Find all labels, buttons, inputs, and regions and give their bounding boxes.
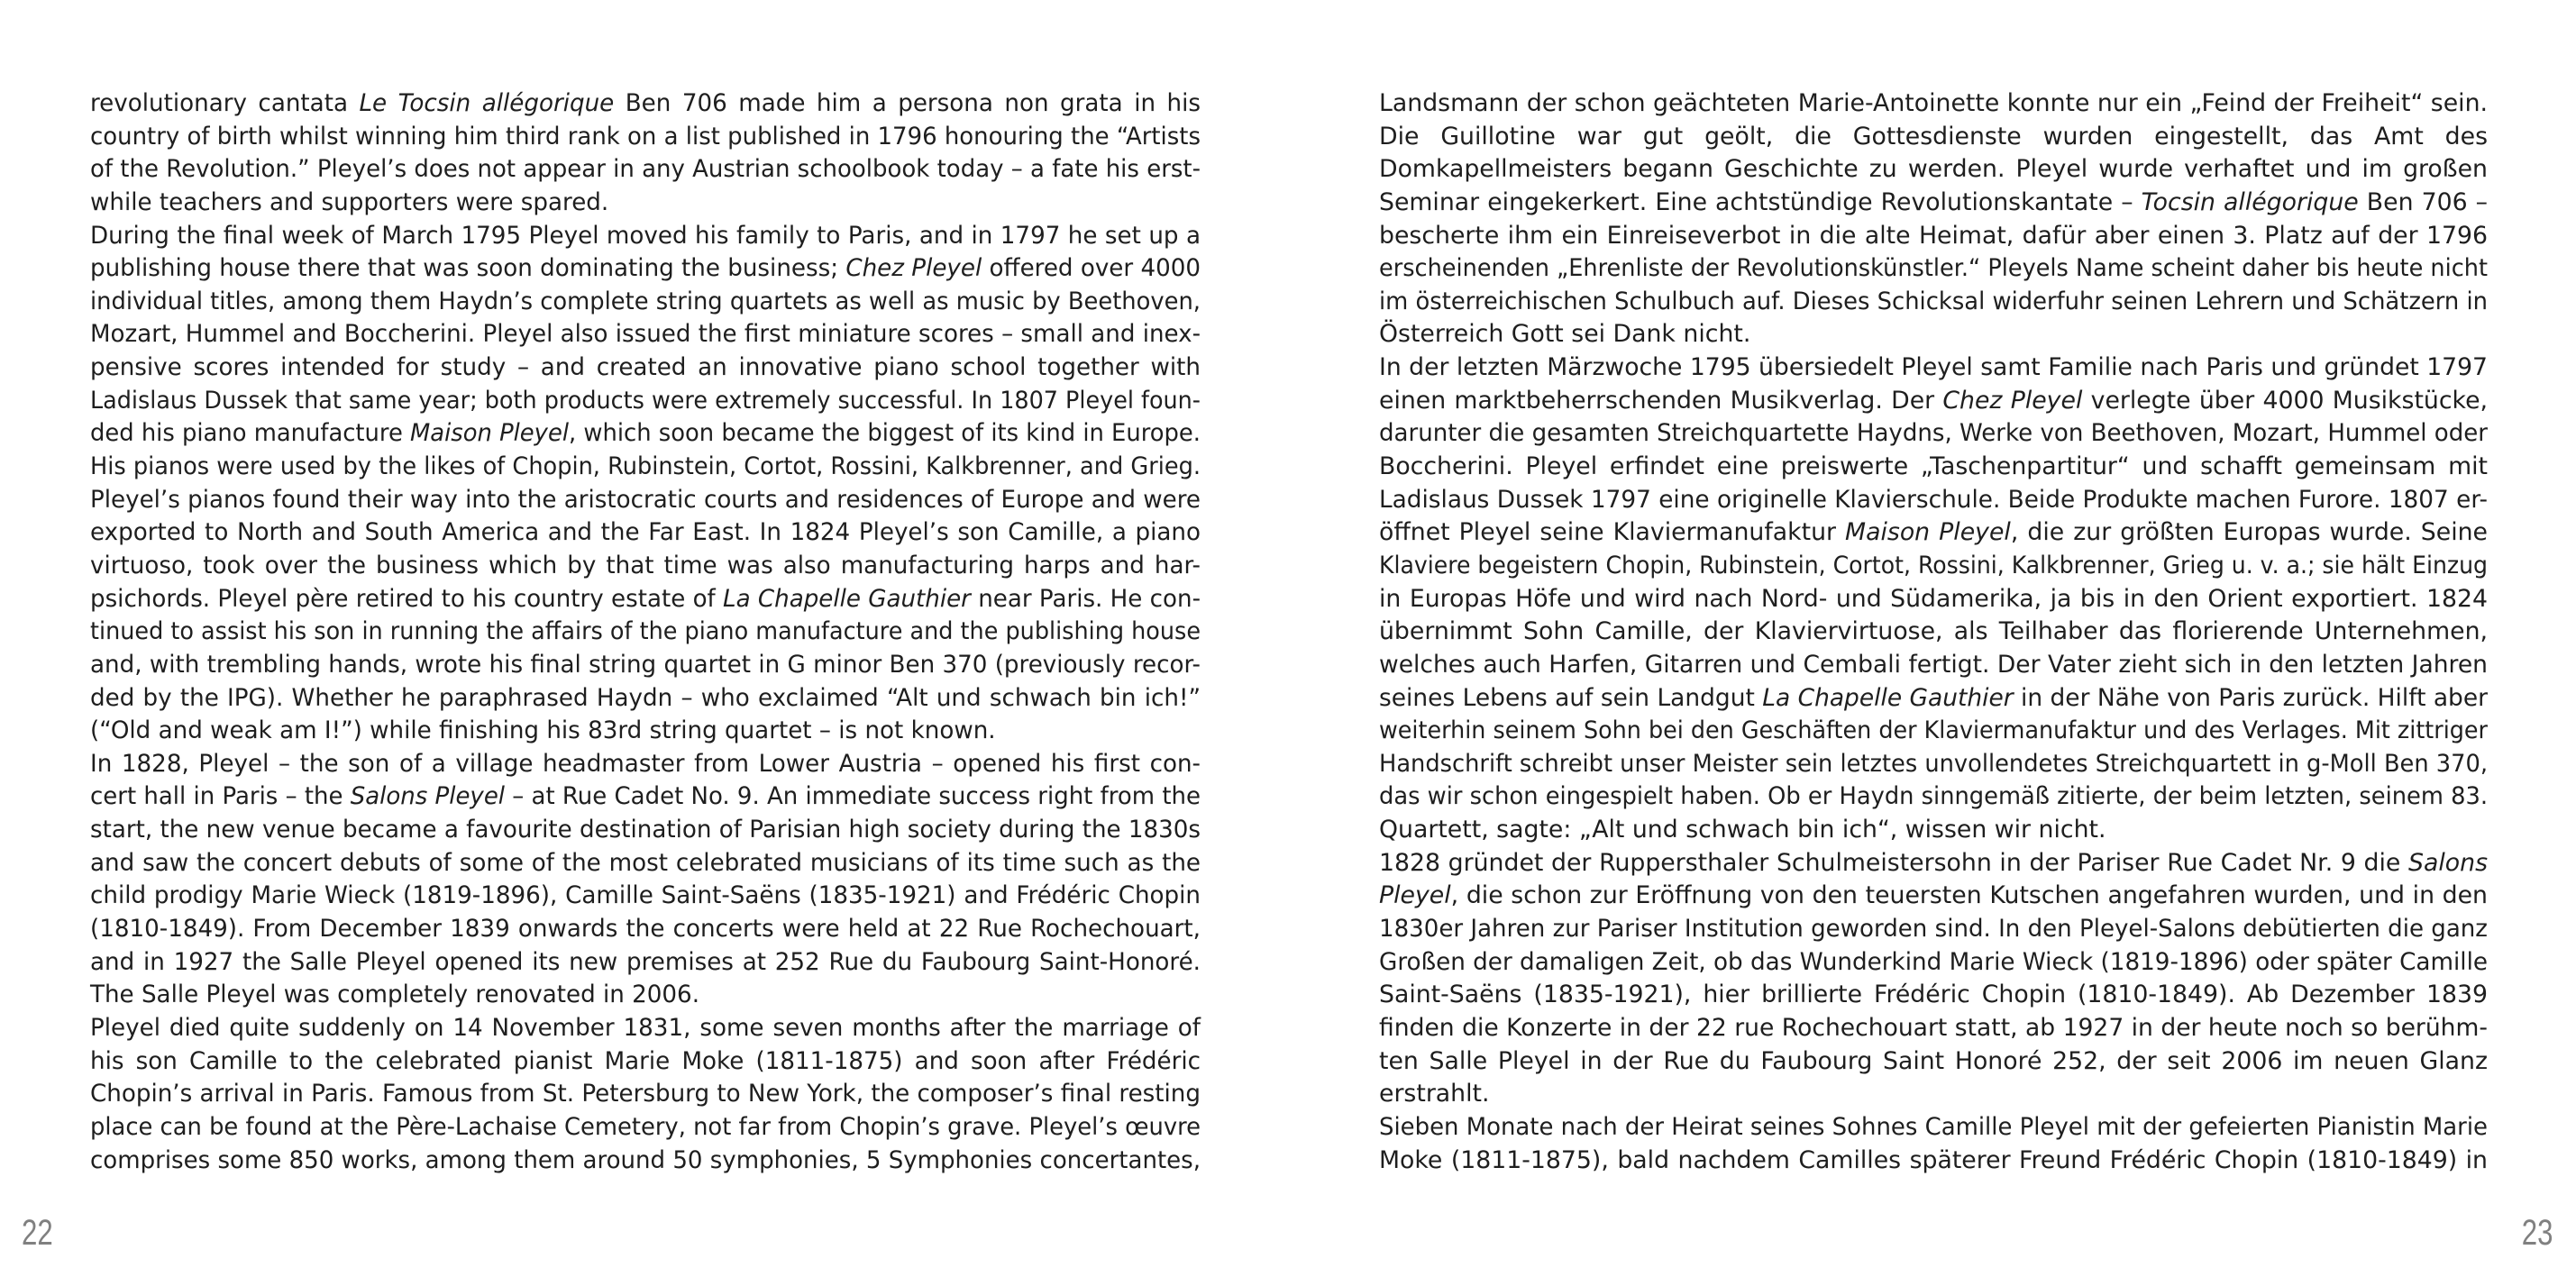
- line-content: [90, 252, 1201, 286]
- text-line: [90, 417, 1201, 451]
- line-content: [90, 417, 1201, 451]
- italic-title-text: Maison Pleyel: [410, 419, 569, 448]
- body-text: erstrahlt.: [1379, 1080, 1490, 1108]
- body-text: übernimmt Sohn Camille, der Klaviervirtuose, als Teilhaber das florierende Unternehmen,: [1379, 617, 2488, 646]
- text-line: [1379, 220, 2488, 253]
- text-line: [1379, 153, 2488, 187]
- italic-title-text: Tocsin allégorique: [2141, 187, 2359, 216]
- line-content: [1379, 252, 2488, 286]
- line-content: [1379, 715, 2488, 748]
- body-text: pensive scores intended for study – and created an innovative piano school together with: [90, 353, 1201, 382]
- body-text: The Salle Pleyel was completely renovated in 2006.: [90, 981, 700, 1009]
- text-line: [90, 1111, 1201, 1145]
- body-text: darunter die gesamten Streichquartette Haydns, Werke von Beethoven, Mozart, Hummel oder: [1379, 419, 2488, 448]
- text-line: [1379, 351, 2488, 385]
- text-line: [90, 451, 1201, 484]
- line-content: [90, 583, 1201, 616]
- text-line: [1379, 121, 2488, 154]
- line-content: [1379, 286, 2488, 319]
- italic-title-text: La Chapelle Gauthier: [723, 584, 971, 613]
- line-content: [90, 1045, 1201, 1079]
- line-content: [1379, 1111, 2488, 1145]
- text-line: [90, 847, 1201, 880]
- line-content: [90, 1012, 1201, 1045]
- body-text: and, with trembling hands, wrote his final string quartet in G minor Ben 370 (previously recor-: [90, 650, 1201, 679]
- line-content: [1379, 417, 2488, 451]
- body-text: publishing house there that was soon dominating the business;: [90, 254, 846, 283]
- body-text: tinued to assist his son in running the affairs of the piano manufacture and the publishing house: [90, 617, 1201, 646]
- text-line: [90, 286, 1201, 319]
- body-text: Pleyel’s pianos found their way into the aristocratic courts and residences of Europe and were: [90, 485, 1201, 514]
- text-line: [90, 649, 1201, 682]
- text-line: [90, 550, 1201, 583]
- body-text: place can be found at the Père-Lachaise Cemetery, not far from Chopin’s grave. Pleyel’s œuvre: [90, 1112, 1201, 1141]
- italic-title-text: Pleyel: [1379, 881, 1451, 910]
- body-text: child prodigy Marie Wieck (1819-1896), Camille Saint-Saëns (1835-1921) and Frédéric Chopin: [90, 881, 1201, 910]
- line-content: [90, 351, 1201, 385]
- line-content: [90, 220, 1201, 253]
- line-content: [1379, 121, 2488, 154]
- line-content: [90, 847, 1201, 880]
- text-line: [90, 616, 1201, 649]
- line-content: [1379, 484, 2488, 517]
- text-line: [90, 516, 1201, 550]
- line-content: [1379, 1145, 2488, 1178]
- line-content: [1379, 1045, 2488, 1079]
- text-line: [90, 385, 1201, 418]
- line-content: [90, 649, 1201, 682]
- page-number-right: 23: [2521, 1213, 2553, 1253]
- line-content: [90, 748, 1201, 781]
- line-content: [1379, 913, 2488, 946]
- body-text: welches auch Harfen, Gitarren und Cembali fertigt. Der Vater zieht sich in den letzten Jahren: [1379, 650, 2488, 679]
- paragraph-last-line: [1379, 318, 2488, 351]
- text-line: [1379, 847, 2488, 880]
- text-line: [90, 748, 1201, 781]
- line-content: [1379, 550, 2488, 583]
- body-text: ded his piano manufacture: [90, 419, 411, 448]
- text-line: [90, 583, 1201, 616]
- line-content: [1379, 780, 2488, 814]
- body-text: Österreich Gott sei Dank nicht.: [1379, 320, 1751, 349]
- line-content: [1379, 451, 2488, 484]
- text-line: [1379, 979, 2488, 1012]
- line-content: [1379, 583, 2488, 616]
- paragraph-last-line: [90, 979, 1201, 1012]
- text-line: [1379, 780, 2488, 814]
- text-line: [90, 121, 1201, 154]
- text-line: [90, 252, 1201, 286]
- line-content: [1379, 616, 2488, 649]
- text-line: [1379, 682, 2488, 716]
- text-column-german: [1379, 87, 2488, 1177]
- body-text: 1828 gründet der Ruppersthaler Schulmeistersohn in der Pariser Rue Cadet Nr. 9 die: [1379, 848, 2409, 877]
- text-line: [1379, 913, 2488, 946]
- body-text: seines Lebens auf sein Landgut: [1379, 683, 1763, 712]
- line-content: [1379, 880, 2488, 913]
- body-text: , which soon became the biggest of its kind in Europe.: [568, 419, 1201, 448]
- text-line: [1379, 484, 2488, 517]
- body-text: verlegte über 4000 Musikstücke,: [2082, 386, 2488, 415]
- text-column-english: [90, 87, 1201, 1177]
- body-text: , die schon zur Eröffnung von den teuersten Kutschen angefahren wurden, und in den: [1450, 881, 2488, 910]
- text-line: [1379, 516, 2488, 550]
- body-text: and in 1927 the Salle Pleyel opened its new premises at 252 Rue du Faubourg Saint-Honoré.: [90, 947, 1201, 976]
- body-text: (1810-1849). From December 1839 onwards the concerts were held at 22 Rue Rochechouart,: [90, 915, 1201, 944]
- text-line: [1379, 286, 2488, 319]
- line-content: [90, 385, 1201, 418]
- body-text: virtuoso, took over the business which by that time was also manufacturing harps and har-: [90, 551, 1201, 579]
- italic-title-text: Le Tocsin allégorique: [359, 89, 615, 117]
- line-content: [1379, 187, 2488, 220]
- body-text: while teachers and supporters were spared.: [90, 187, 609, 216]
- line-content: [90, 715, 996, 748]
- body-text: and saw the concert debuts of some of the most celebrated musicians of its time such as the: [90, 848, 1201, 877]
- text-line: [1379, 451, 2488, 484]
- page-right: [1288, 0, 2576, 1277]
- text-line: [1379, 1145, 2488, 1178]
- body-text: in Europas Höfe und wird nach Nord- und Südamerika, ja bis in den Orient exportiert. 1824: [1379, 584, 2488, 613]
- body-text: weiterhin seinem Sohn bei den Geschäften der Klaviermanufaktur und des Verlages. Mit zittriger: [1379, 716, 2488, 745]
- line-content: [1379, 814, 2106, 847]
- italic-title-text: La Chapelle Gauthier: [1762, 683, 2014, 712]
- body-text: country of birth whilst winning him third rank on a list published in 1796 honouring the “Artists: [90, 122, 1201, 151]
- body-text: ten Salle Pleyel in der Rue du Faubourg Saint Honoré 252, der seit 2006 im neuen Glanz: [1379, 1046, 2488, 1075]
- body-text: Handschrift schreibt unser Meister sein letztes unvollendetes Streichquartett in g-Moll Ben 370,: [1379, 749, 2488, 778]
- line-content: [90, 187, 608, 220]
- body-text: Ladislaus Dussek 1797 eine originelle Klavierschule. Beide Produkte machen Furore. 1807 er-: [1379, 485, 2488, 514]
- line-content: [1379, 649, 2488, 682]
- body-text: Klaviere begeistern Chopin, Rubinstein, Cortot, Rossini, Kalkbrenner, Grieg u. v. a.; sie hält Einzug: [1379, 551, 2488, 579]
- text-line: [90, 913, 1201, 946]
- line-content: [90, 1145, 1201, 1178]
- body-text: his son Camille to the celebrated pianist Marie Moke (1811-1875) and soon after Frédéric: [90, 1046, 1201, 1075]
- line-content: [90, 979, 699, 1012]
- body-text: During the final week of March 1795 Pleyel moved his family to Paris, and in 1797 he set up a: [90, 221, 1201, 250]
- paragraph-last-line: [90, 715, 1201, 748]
- line-content: [90, 913, 1201, 946]
- body-text: Saint-Saëns (1835-1921), hier brillierte Frédéric Chopin (1810-1849). Ab Dezember 1839: [1379, 981, 2488, 1009]
- line-content: [1379, 946, 2488, 980]
- body-text: In 1828, Pleyel – the son of a village headmaster from Lower Austria – opened his first con-: [90, 749, 1201, 778]
- line-content: [90, 516, 1201, 550]
- text-line: [1379, 550, 2488, 583]
- text-line: [90, 220, 1201, 253]
- text-line: [90, 946, 1201, 980]
- paragraph-last-line: [90, 187, 1201, 220]
- body-text: start, the new venue became a favourite destination of Parisian high society during the 1830s: [90, 816, 1201, 844]
- text-line: [1379, 616, 2488, 649]
- text-line: [90, 814, 1201, 847]
- italic-title-text: Maison Pleyel: [1845, 518, 2011, 547]
- line-content: [90, 451, 1201, 484]
- line-content: [90, 946, 1201, 980]
- text-line: [1379, 417, 2488, 451]
- line-content: [1379, 979, 2488, 1012]
- text-line: [1379, 1012, 2488, 1045]
- italic-title-text: Salons: [2408, 848, 2488, 877]
- body-text: finden die Konzerte in der 22 rue Rochechouart statt, ab 1927 in der heute noch so berühm-: [1379, 1013, 2488, 1042]
- paragraph-last-line: [1379, 814, 2488, 847]
- italic-title-text: Chez Pleyel: [1942, 386, 2083, 415]
- line-content: [90, 616, 1201, 649]
- line-content: [90, 286, 1201, 319]
- body-text: Moke (1811-1875), bald nachdem Camilles späterer Freund Frédéric Chopin (1810-1849) in: [1379, 1145, 2488, 1174]
- body-text: Quartett, sagte: „Alt und schwach bin ich“, wissen wir nicht.: [1379, 816, 2106, 844]
- line-content: [90, 1111, 1201, 1145]
- body-text: Chopin’s arrival in Paris. Famous from St. Petersburg to New York, the composer’s final resting: [90, 1080, 1201, 1108]
- line-content: [1379, 516, 2488, 550]
- text-line: [90, 1012, 1201, 1045]
- line-content: [90, 880, 1201, 913]
- body-text: im österreichischen Schulbuch auf. Dieses Schicksal widerfuhr seinen Lehrern und Schätzern in: [1379, 287, 2488, 315]
- page-number-left: 22: [22, 1213, 53, 1253]
- text-line: [1379, 583, 2488, 616]
- body-text: in der Nähe von Paris zurück. Hilft aber: [2013, 683, 2488, 712]
- body-text: In der letzten Märzwoche 1795 übersiedelt Pleyel samt Familie nach Paris und gründet 1797: [1379, 353, 2488, 382]
- line-content: [90, 1078, 1201, 1111]
- body-text: His pianos were used by the likes of Chopin, Rubinstein, Cortot, Rossini, Kalkbrenner, and Grieg.: [90, 452, 1201, 481]
- text-line: [1379, 252, 2488, 286]
- body-text: Mozart, Hummel and Boccherini. Pleyel also issued the first miniature scores – small and inex-: [90, 320, 1201, 349]
- line-content: [90, 780, 1201, 814]
- text-line: [1379, 748, 2488, 781]
- body-text: – at Rue Cadet No. 9. An immediate success right from the: [505, 782, 1201, 811]
- text-line: [1379, 1045, 2488, 1079]
- paragraph-last-line: [1379, 1078, 2488, 1111]
- text-line: [90, 880, 1201, 913]
- text-line: [90, 1145, 1201, 1178]
- line-content: [1379, 682, 2488, 716]
- line-content: [1379, 318, 1750, 351]
- body-text: Boccherini. Pleyel erfindet eine preiswerte „Taschenpartitur“ und schafft gemeinsam mit: [1379, 452, 2488, 481]
- text-line: [90, 318, 1201, 351]
- line-content: [1379, 1012, 2488, 1045]
- text-line: [1379, 1111, 2488, 1145]
- body-text: Domkapellmeisters begann Geschichte zu werden. Pleyel wurde verhaftet und im großen: [1379, 155, 2488, 184]
- text-line: [90, 87, 1201, 121]
- body-text: of the Revolution.” Pleyel’s does not appear in any Austrian schoolbook today – a fate his erst-: [90, 155, 1201, 184]
- body-text: Großen der damaligen Zeit, ob das Wunderkind Marie Wieck (1819-1896) oder später Camille: [1379, 947, 2488, 976]
- text-line: [1379, 187, 2488, 220]
- body-text: comprises some 850 works, among them around 50 symphonies, 5 Symphonies concertantes,: [90, 1145, 1201, 1174]
- body-text: Ben 706 made him a persona non grata in his: [614, 89, 1201, 117]
- text-line: [1379, 946, 2488, 980]
- body-text: (“Old and weak am I!”) while finishing his 83rd string quartet – is not known.: [90, 716, 996, 745]
- body-text: Sieben Monate nach der Heirat seines Sohnes Camille Pleyel mit der gefeierten Pianistin Marie: [1379, 1112, 2488, 1141]
- body-text: , die zur größten Europas wurde. Seine: [2010, 518, 2488, 547]
- body-text: Die Guillotine war gut geölt, die Gottesdienste wurden eingestellt, das Amt des: [1379, 122, 2488, 151]
- body-text: Seminar eingekerkert. Eine achtstündige Revolutionskantate –: [1379, 187, 2142, 216]
- body-text: revolutionary cantata: [90, 89, 360, 117]
- italic-title-text: Chez Pleyel: [845, 254, 982, 283]
- line-content: [90, 484, 1201, 517]
- text-line: [1379, 87, 2488, 121]
- line-content: [90, 87, 1201, 121]
- body-text: cert hall in Paris – the: [90, 782, 351, 811]
- line-content: [90, 153, 1201, 187]
- body-text: near Paris. He con-: [970, 584, 1201, 613]
- line-content: [90, 318, 1201, 351]
- line-content: [90, 814, 1201, 847]
- body-text: öffnet Pleyel seine Klaviermanufaktur: [1379, 518, 1846, 547]
- line-content: [1379, 748, 2488, 781]
- italic-title-text: Salons Pleyel: [350, 782, 506, 811]
- text-line: [90, 1045, 1201, 1079]
- body-text: exported to North and South America and the Far East. In 1824 Pleyel’s son Camille, a piano: [90, 518, 1201, 547]
- line-content: [1379, 385, 2488, 418]
- line-content: [90, 550, 1201, 583]
- text-line: [90, 780, 1201, 814]
- body-text: das wir schon eingespielt haben. Ob er Haydn sinngemäß zitierte, der beim letzten, seinem 83.: [1379, 782, 2488, 811]
- text-line: [1379, 385, 2488, 418]
- body-text: psichords. Pleyel père retired to his country estate of: [90, 584, 724, 613]
- line-content: [90, 121, 1201, 154]
- body-text: bescherte ihm ein Einreiseverbot in die alte Heimat, dafür aber einen 3. Platz auf der 1796: [1379, 221, 2488, 250]
- line-content: [1379, 847, 2488, 880]
- text-line: [1379, 649, 2488, 682]
- body-text: Ladislaus Dussek that same year; both products were extremely successful. In 1807 Pleyel foun-: [90, 386, 1201, 415]
- line-content: [1379, 1078, 1490, 1111]
- line-content: [1379, 351, 2488, 385]
- line-content: [90, 682, 1201, 716]
- body-text: Ben 706 –: [2358, 187, 2488, 216]
- body-text: einen marktbeherrschenden Musikverlag. Der: [1379, 386, 1943, 415]
- body-text: ded by the IPG). Whether he paraphrased Haydn – who exclaimed “Alt und schwach bin ich!”: [90, 683, 1201, 712]
- text-line: [1379, 715, 2488, 748]
- body-text: 1830er Jahren zur Pariser Institution geworden sind. In den Pleyel-Salons debütierten die ganz: [1379, 915, 2488, 944]
- text-line: [90, 351, 1201, 385]
- line-content: [1379, 220, 2488, 253]
- body-text: offered over 4000: [982, 254, 1201, 283]
- text-line: [90, 484, 1201, 517]
- line-content: [1379, 153, 2488, 187]
- text-line: [1379, 880, 2488, 913]
- body-text: Pleyel died quite suddenly on 14 November 1831, some seven months after the marriage of: [90, 1013, 1201, 1042]
- text-line: [90, 153, 1201, 187]
- body-text: erscheinenden „Ehrenliste der Revolutionskünstler.“ Pleyels Name scheint daher bis heute nicht: [1379, 254, 2488, 283]
- text-line: [90, 682, 1201, 716]
- line-content: [1379, 87, 2488, 121]
- body-text: Landsmann der schon geächteten Marie-Antoinette konnte nur ein „Feind der Freiheit“ sein.: [1379, 89, 2488, 117]
- body-text: individual titles, among them Haydn’s complete string quartets as well as music by Beethoven,: [90, 287, 1201, 315]
- text-line: [90, 1078, 1201, 1111]
